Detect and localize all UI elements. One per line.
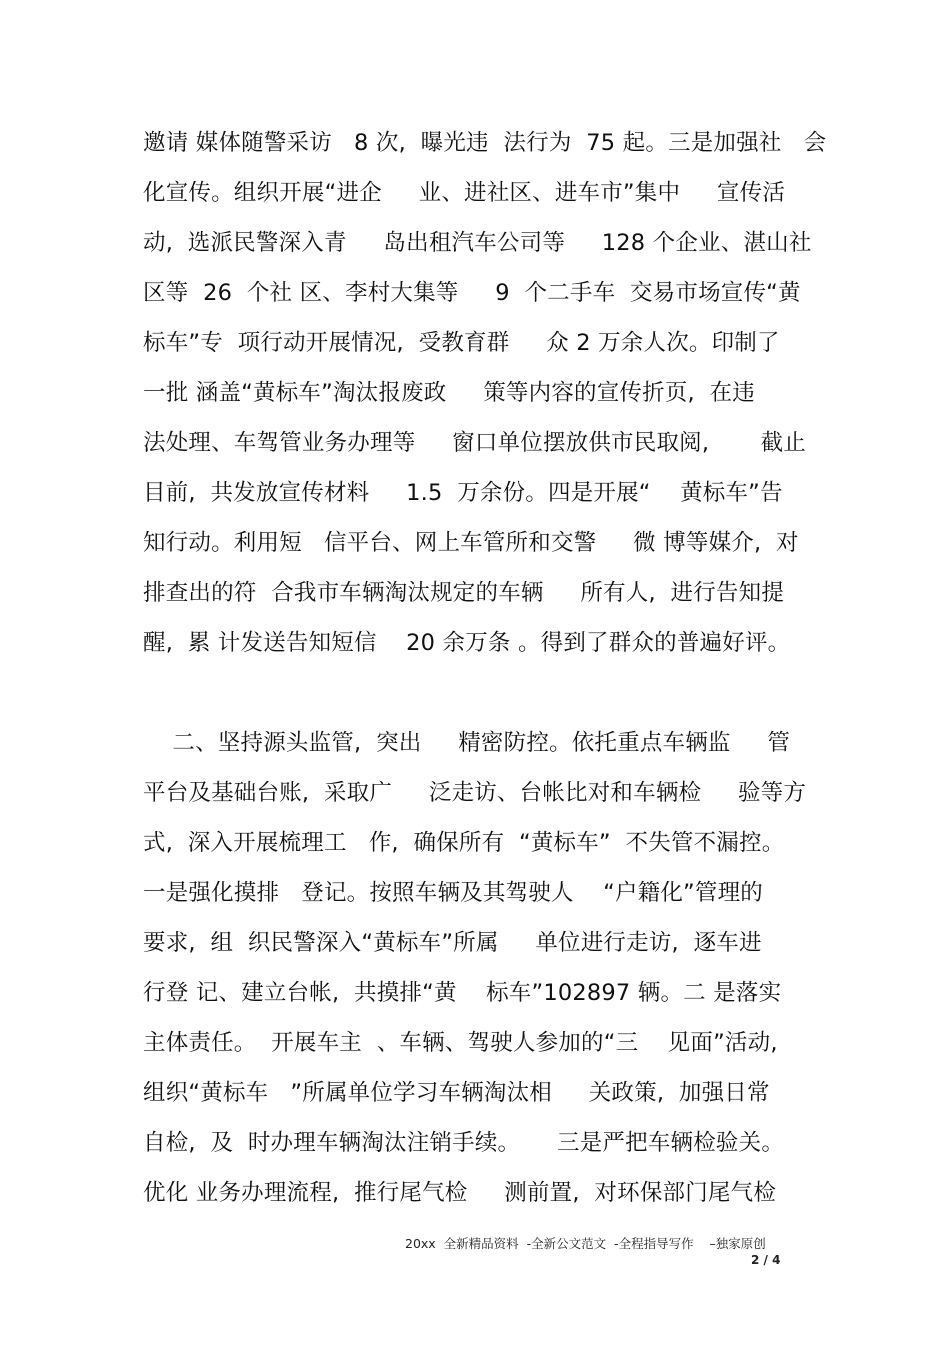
text-line: 知行动。利用短 信平台、网上车管所和交警 微 博等媒介, 对 — [143, 530, 799, 556]
text-line: 邀请 媒体随警采访 8 次, 曝光违 法行为 75 起。三是加强社 会 — [143, 130, 827, 156]
text-line: 要求, 组 织民警深入“黄标车”所属 单位进行走访, 逐车进 — [143, 930, 762, 956]
text-line: 组织“黄标车 ”所属单位学习车辆淘汰相 关政策, 加强日常 — [143, 1080, 770, 1106]
footer-text: 20xx 全新精品资料 -全新公文范文 -全程指导写作 –独家原创 — [405, 1236, 766, 1251]
text-line: 一是强化摸排 登记。按照车辆及其驾驶人 “户籍化”管理的 — [143, 880, 763, 906]
text-line: 化宣传。组织开展“进企 业、进社区、进车市”集中 宣传活 — [143, 180, 786, 206]
text-line: 排查出的符 合我市车辆淘汰规定的车辆 所有人, 进行告知提 — [143, 580, 785, 606]
text-line: 自检, 及 时办理车辆淘汰注销手续。 三是严把车辆检验关。 — [143, 1130, 785, 1156]
text-line: 动, 选派民警深入青 岛出租汽车公司等 128 个企业、湛山社 — [143, 230, 812, 256]
text-line: 行登 记、建立台帐, 共摸排“黄 标车”102897 辆。二 是落实 — [143, 980, 782, 1006]
text-line: 主体责任。 开展车主 、车辆、驾驶人参加的“三 见面”活动, — [143, 1030, 778, 1056]
text-line: 目前, 共发放宣传材料 1.5 万余份。四是开展“ 黄标车”告 — [143, 480, 783, 506]
page-number: 2 / 4 — [751, 1253, 781, 1267]
text-line: 区等 26 个社 区、李村大集等 9 个二手车 交易市场宣传“黄 — [143, 280, 801, 306]
text-line: 式, 深入开展梳理工 作, 确保所有 “黄标车” 不失管不漏控。 — [143, 830, 785, 856]
text-line: 法处理、车驾管业务办理等 窗口单位摆放供市民取阅, 截止 — [143, 430, 807, 456]
text-line: 一批 涵盖“黄标车”淘汰报废政 策等内容的宣传折页, 在违 — [143, 380, 755, 406]
text-line: 平台及基础台账, 采取广 泛走访、台帐比对和车辆检 验等方 — [143, 780, 807, 806]
text-line: 标车”专 项行动开展情况, 受教育群 众 2 万余人次。印制了 — [143, 330, 780, 356]
text-line: 二、坚持源头监管, 突出 精密防控。依托重点车辆监 管 — [143, 730, 791, 756]
text-line: 醒, 累 计发送告知短信 20 余万条 。得到了群众的普遍好评。 — [143, 630, 791, 656]
text-line: 优化 业务办理流程, 推行尾气检 测前置, 对环保部门尾气检 — [143, 1180, 777, 1206]
